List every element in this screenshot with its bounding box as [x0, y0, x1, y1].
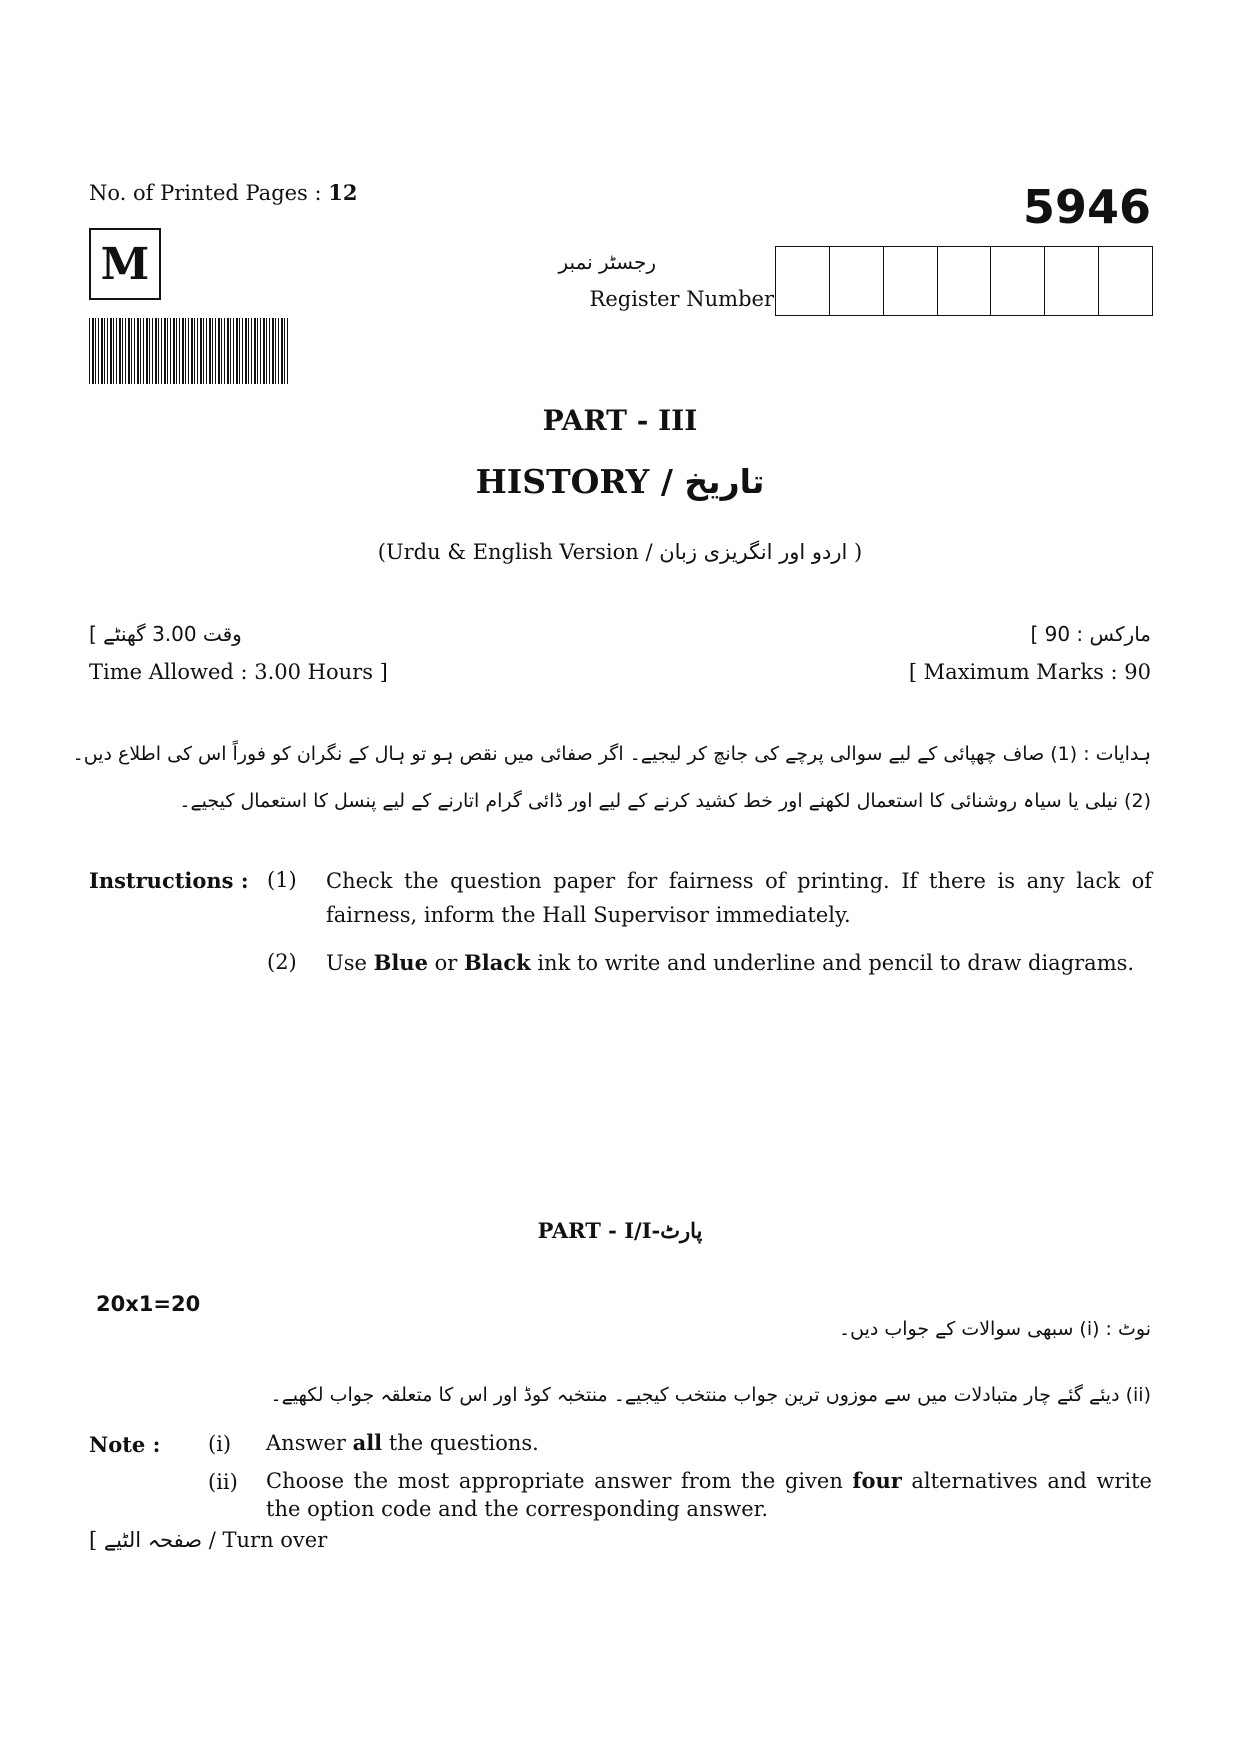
paper-code: 5946 — [1022, 180, 1151, 234]
time-allowed-urdu: [ وقت 3.00 گھنٹے — [89, 622, 242, 646]
instruction-fragment: ink to write and underline and pencil to draw diagrams. — [530, 951, 1135, 975]
version-letter-box: M — [89, 228, 161, 300]
note-fragment: Choose the most appropriate answer from the given — [266, 1469, 853, 1493]
subject-urdu: تاریخ — [684, 462, 765, 501]
note-fragment: alternatives and write the option code and the corresponding answer. — [266, 1469, 1152, 1521]
instruction-emphasis: Blue — [373, 950, 428, 975]
instruction-emphasis: Black — [463, 950, 531, 975]
instruction-fragment: Use — [326, 951, 374, 975]
note-fragment: the questions. — [382, 1431, 539, 1455]
register-digit-box[interactable] — [1045, 247, 1099, 315]
printed-pages-value: 12 — [328, 180, 358, 205]
instruction-number: (2) — [267, 950, 297, 974]
register-digit-box[interactable] — [938, 247, 992, 315]
max-marks-urdu: مارکس : 90 ] — [1030, 622, 1151, 646]
register-digit-box[interactable] — [884, 247, 938, 315]
subject-title — [0, 462, 1240, 501]
time-allowed: Time Allowed : 3.00 Hours ] — [89, 660, 388, 684]
urdu-instruction-1: ہدایات : (1) صاف چھپائی کے لیے سوالی پرچے کی جانچ کر لیجیے۔ اگر صفائی میں نقص ہو تو ہال کے نگران کو فوراً اس کی اطلاع دیں۔ — [72, 743, 1151, 765]
note-number: (i) — [208, 1432, 232, 1456]
subject-english: HISTORY / — [475, 462, 673, 501]
instruction-text: Check the question paper for fairness of printing. If there is any lack of fairness, inform the Hall Supervisor immediately. — [326, 869, 1152, 927]
note-fragment: Answer — [266, 1431, 353, 1455]
version-suffix: ) — [854, 540, 863, 564]
note-emphasis: four — [852, 1468, 902, 1493]
max-marks: [ Maximum Marks : 90 — [908, 660, 1151, 684]
instruction-number: (1) — [267, 868, 297, 892]
register-digit-box[interactable] — [1099, 247, 1152, 315]
printed-pages-label: No. of Printed Pages : — [89, 181, 322, 205]
printed-pages-line — [89, 180, 358, 205]
part-one-heading: PART - I/I-پارٹ — [537, 1218, 703, 1243]
register-number-label: Register Number — [589, 287, 774, 311]
version-prefix: (Urdu & English Version / — [377, 540, 653, 564]
note-label: Note : — [89, 1432, 161, 1457]
instructions-label: Instructions : — [89, 868, 249, 893]
barcode-image — [89, 318, 289, 384]
note-text — [266, 1467, 1152, 1523]
register-number-grid[interactable] — [775, 246, 1153, 316]
register-digit-box[interactable] — [991, 247, 1045, 315]
part-heading: PART - III — [542, 404, 698, 437]
marks-scheme: 20x1=20 — [96, 1292, 201, 1316]
urdu-note-2: (ii) دیئے گئے چار متبادلات میں سے موزوں ترین جواب منتخب کیجیے۔ منتخبہ کوڈ اور اس کا متعلقہ جواب لکھیے۔ — [270, 1384, 1151, 1406]
urdu-instruction-2: (2) نیلی یا سیاہ روشنائی کا استعمال لکھنے اور خط کشید کرنے کے لیے اور ڈائی گرام اتارنے کے لیے پنسل کا استعمال کیجیے۔ — [179, 790, 1151, 812]
turn-over-label: [ صفحہ الٹیے / Turn over — [89, 1528, 328, 1552]
register-digit-box[interactable] — [776, 247, 830, 315]
version-line — [0, 540, 1240, 564]
note-text — [266, 1429, 1152, 1457]
urdu-note-1: نوٹ : (i) سبھی سوالات کے جواب دیں۔ — [838, 1318, 1151, 1340]
register-number-urdu: رجسٹر نمبر — [558, 250, 656, 274]
version-urdu: اردو اور انگریزی زبان — [659, 540, 848, 564]
register-digit-box[interactable] — [830, 247, 884, 315]
note-emphasis: all — [352, 1430, 383, 1455]
note-number: (ii) — [208, 1470, 238, 1494]
instruction-fragment: or — [427, 951, 464, 975]
instruction-text — [326, 946, 1152, 980]
